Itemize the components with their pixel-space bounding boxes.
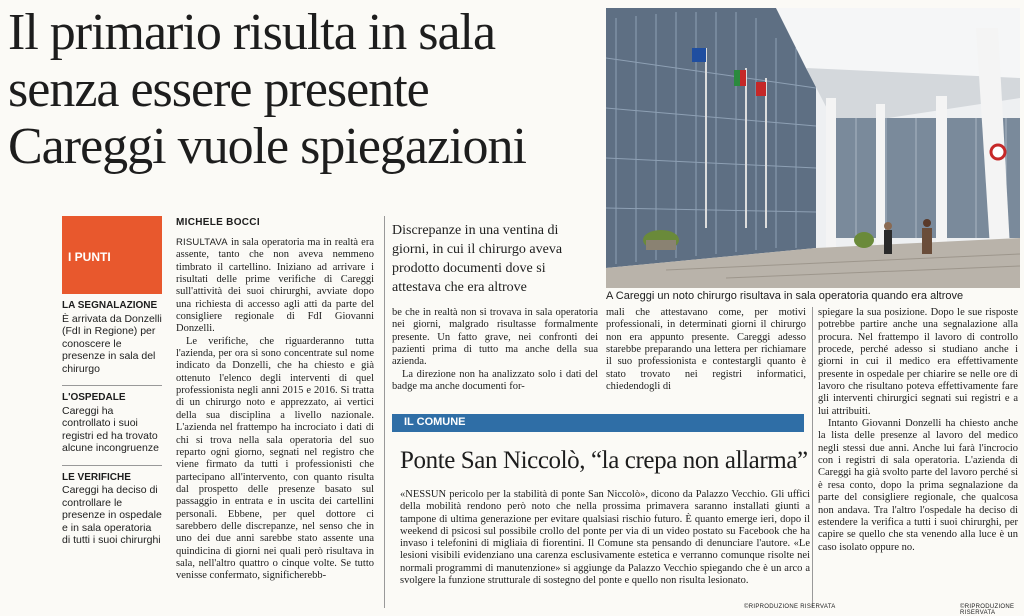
article-paragraph: Le verifiche, che riguarderanno tutta l'azienda, per ora si sono concentrate sul nome indicato da Donzelli, che ha chiesto e già ottenuto l'elenco degli interventi di quel professionista negli anni 2015 e 2016. Si tratta di un chirurgo noto e apprezzato, ai vertici della sua disciplina a livello nazionale. L'azienda nel frattempo ha incrociato i dati di chi si trova nella sala operatoria del suo reparto ogni giorno, segnati nel registro che viene firmato da tutti i professionisti che partecipano all'intervento, con quanto risulta dal prospetto delle presenze basato sul passaggio in entrata e in uscita dei cartellini personali. Ebbene, per quel dottore ci sarebbero delle discrepanze, nel senso che in uno dei due anni sarebbe stato assente una quindicina di giorni nei quali però risultava in sala, nell'altro quattro o cinque volte. Se tutto venisse confermato, significherebb-: [176, 335, 374, 582]
article-paragraph: be che in realtà non si trovava in sala operatoria nei giorni, malgrado risultasse formalmente presente. Un fatto grave, nei confronti dei pazienti prima di tutto ma anche della sua azienda.: [392, 307, 598, 368]
sidebar-item-text: Careggi ha controllato i suoi registri ed ha trovato alcune incongruenze: [62, 404, 159, 454]
article-paragraph: RISULTAVA in sala operatoria ma in realtà era assente, tanto che non aveva nemmeno timbrato il cartellino. Iniziano ad arrivare i risultati delle prime verifiche di Careggi sull'attività dei suoi chirurghi, avviate dopo una richiesta di accesso agli atti da parte del consigliere regionale di FdI Giovanni Donzelli.: [176, 237, 374, 335]
sidebar: [62, 300, 162, 563]
hospital-photo-image: [606, 8, 1020, 288]
headline: [8, 4, 608, 175]
comune-label-bar: [392, 414, 804, 432]
article-paragraph: Intanto Giovanni Donzelli ha chiesto anche la lista delle presenze al lavoro del medico negli stessi due anni. Anche lui farà l'incrocio con i registri di sala operatoria. L'azienda di Careggi ha già svolto parte del lavoro perché si è resa conto, dopo la prima segnalazione da parte del consigliere regionale, che qualcosa non andava. Tra l'altro l'ospedale ha deciso di estendere la verifica a tutti i suoi chirurghi, per capire se quello che sta venendo alla luce è un caso isolato oppure no.: [818, 418, 1018, 553]
article-column-4: [818, 307, 1018, 554]
pull-quote: Discrepanze in una ventina di giorni, in cui il chirurgo aveva prodotto documenti dove si attestava che era altrove: [392, 223, 563, 295]
sidebar-item: [62, 300, 162, 386]
copyright-notice: ©RIPRODUZIONE RISERVATA: [744, 604, 836, 610]
sidebar-item-title: LE VERIFICHE: [62, 471, 131, 483]
comune-text: «NESSUN pericolo per la stabilità di ponte San Niccolò», dicono da Palazzo Vecchio. Gli uffici della mobilità rendono però noto che nella prossima primavera saranno installati giunti a tampone di ultima generazione per evitare qualsiasi rischio futuro. È quanto emerge ieri, dopo il weekend di psicosi sul possibile crollo del ponte per via di un video postato su Facebook che ha invaso i telefonini di migliaia di fiorentini. Il Comune sta pensando di denunciare l'autore. «Le lesioni visibili evidenziano una carenza esclusivamente estetica e verranno comunque risolte nei normali programmi di manutenzione» si aggiunge da Palazzo Vecchio spiegando che è un arco a svolgere la funzione strutturale di sostegno del ponte e quello non risulta lesionato.: [400, 489, 810, 587]
sidebar-item: [62, 392, 162, 466]
article-column-2: [392, 307, 598, 393]
lead-word: RISULTAVA: [176, 237, 228, 248]
byline: MICHELE BOCCI: [176, 217, 260, 228]
headline-line-1: Il primario risulta in sala: [8, 4, 496, 61]
headline-line-3: Careggi vuole spiegazioni: [8, 118, 526, 175]
article-paragraph: spiegare la sua posizione. Dopo le sue risposte potrebbe partire anche una segnalazione alla procura. Nel frattempo il lavoro di controllo procede, perché adesso si studiano anche i giorni in cui il medico era effettivamente presente in ospedale per chiarire se nelle ore di lavoro che risultano poteva effettivamente fare gli interventi chirurgici segnati sui registri e a lui attribuiti.: [818, 307, 1018, 417]
sidebar-item-text: È arrivata da Donzelli (FdI in Regione) per conoscere le presenze in sala del chirurgo: [62, 312, 162, 375]
article-paragraph: La direzione non ha analizzato solo i dati del badge ma anche documenti for-: [392, 368, 598, 393]
article-paragraph: mali che attestavano come, per motivi professionali, in determinati giorni il chirurgo non era appunto presente. Careggi adesso starebbe preparando una lettera per richiamare il suo professionista e contestargli quanto è stato trovato nei registri informatici, chiedendogli di: [606, 307, 806, 393]
sidebar-item-text: Careggi ha deciso di controllare le presenze in ospedale e in sala operatoria di tutti i suoi chirurghi: [62, 484, 162, 546]
sidebar-item: [62, 472, 162, 557]
photo-caption: A Careggi un noto chirurgo risultava in sala operatoria quando era altrove: [606, 290, 964, 302]
hospital-photo: [606, 8, 1020, 288]
sidebar-label-box: [62, 216, 162, 294]
column-rule: [384, 216, 385, 608]
article-column-3: [606, 307, 806, 393]
article-column-1: [176, 237, 374, 583]
sidebar-label: I PUNTI: [68, 250, 111, 264]
comune-title: Ponte San Niccolò, “la crepa non allarma”: [400, 447, 808, 474]
sidebar-item-title: L'OSPEDALE: [62, 392, 126, 403]
column-rule: [812, 307, 813, 607]
sidebar-item-title: LA SEGNALAZIONE: [62, 300, 158, 311]
comune-label: IL COMUNE: [404, 416, 466, 428]
headline-line-2: senza essere presente: [8, 61, 429, 118]
copyright-notice: ©RIPRODUZIONE RISERVATA: [960, 604, 1015, 616]
